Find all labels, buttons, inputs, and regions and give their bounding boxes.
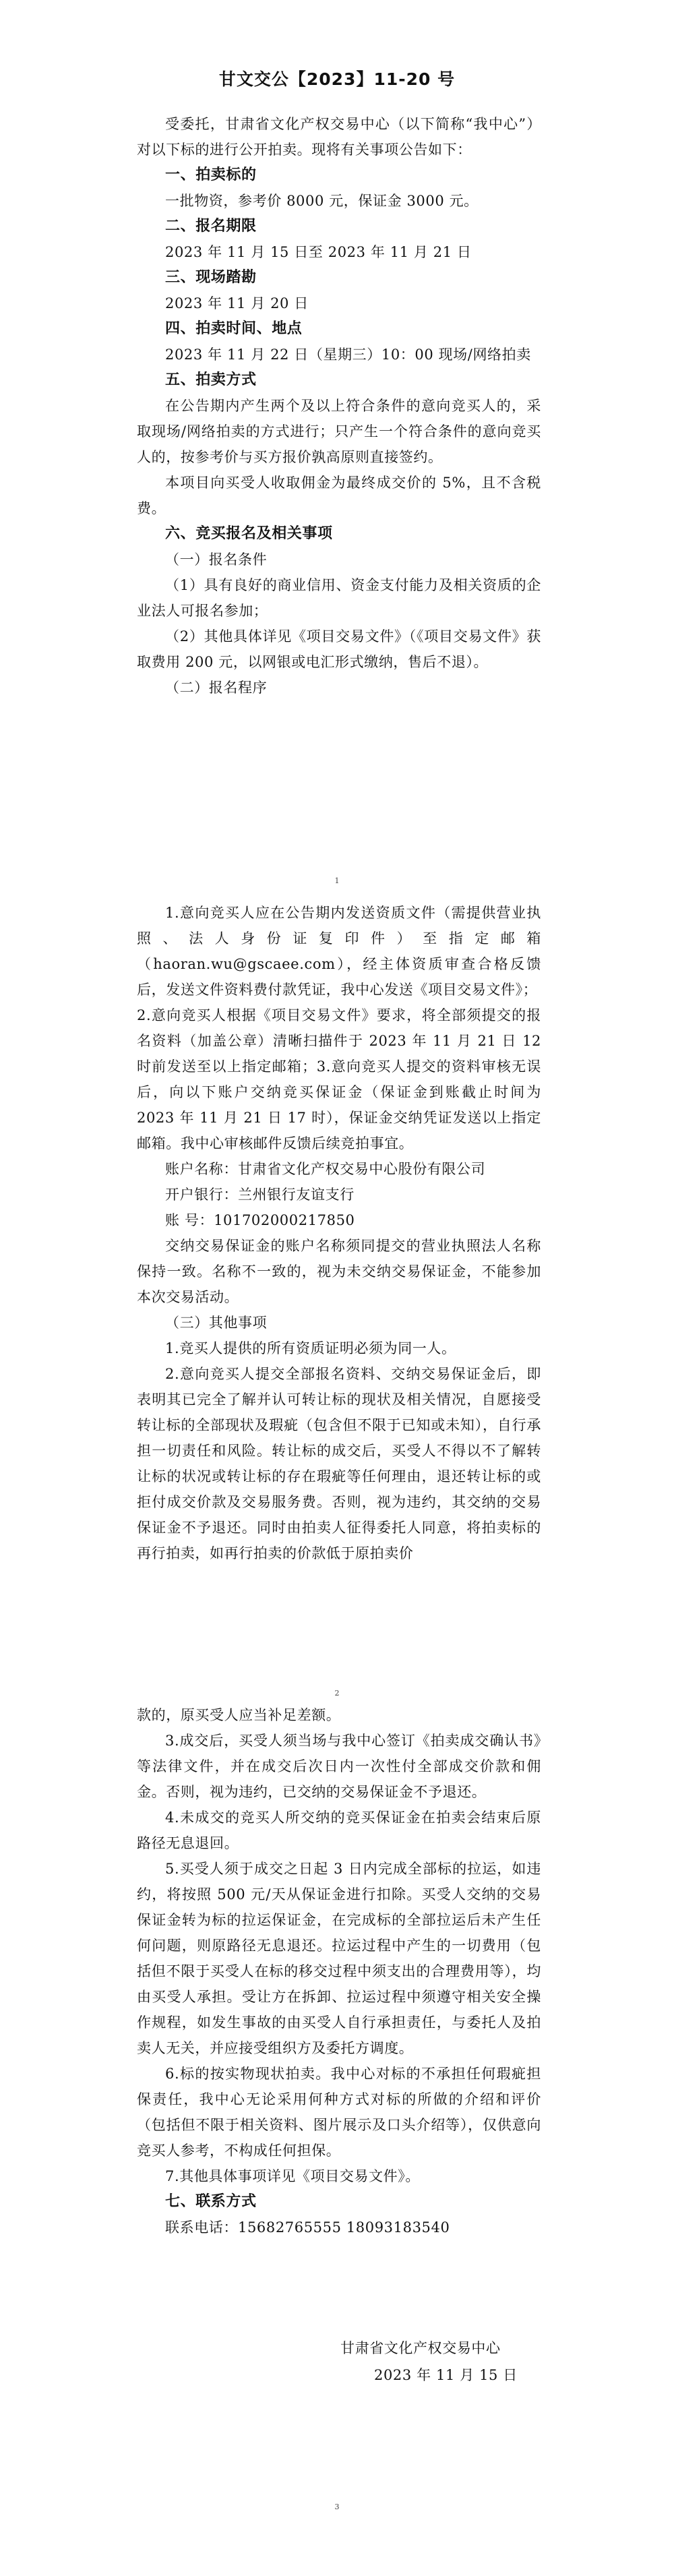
section-heading: 四、拍卖时间、地点 — [165, 320, 303, 337]
signature-organization: 甘肃省文化产权交易中心 — [340, 2340, 501, 2356]
paragraph: 联系电话：15682765555 18093183540 — [165, 2219, 450, 2236]
section-heading: 三、现场踏勘 — [165, 269, 257, 286]
paragraph: 2023 年 11 月 20 日 — [165, 295, 309, 311]
paragraph: （1）具有良好的商业信用、资金支付能力及相关资质的企业法人可报名参加； — [137, 577, 541, 619]
paragraph: 款的，原买受人应当补足差额。 — [137, 1707, 341, 1723]
paragraph: （2）其他具体详见《项目交易文件》（《项目交易文件》获取费用 200 元，以网银或电汇形式缴纳，售后不退）。 — [137, 628, 541, 670]
page-number: 2 — [334, 1689, 340, 1698]
paragraph: 本项目向买受人收取佣金为最终成交价的 5%，且不含税费。 — [137, 475, 541, 516]
document-title: 甘文交公【2023】11-20 号 — [218, 69, 456, 89]
paragraph: （二）报名程序 — [165, 680, 268, 696]
paragraph: 2023 年 11 月 15 日至 2023 年 11 月 21 日 — [165, 244, 472, 260]
paragraph: 2.意向竞买人提交全部报名资料、交纳交易保证金后，即表明其已完全了解并认可转让标的现状及相关情况，自愿接受转让标的全部现状及瑕疵（包含但不限于已知或未知），自行承担一切责任和风险。转让标的成交后，买受人不得以不了解转让标的状况或转让标的存在瑕疵等任何理由，退还转让标的或拒付成交价款及交易服务费。否则，视为违约，其交纳的交易保证金不予退还。同时由拍卖人征得委托人同意，将拍卖标的再行拍卖，如再行拍卖的价款低于原拍卖价 — [137, 1366, 541, 1561]
signature-date: 2023 年 11 月 15 日 — [374, 2367, 518, 2383]
paragraph: 2.意向竞买人根据《项目交易文件》要求，将全部须提交的报名资料（加盖公章）清晰扫描件于 2023 年 11 月 21 日 12 时前发送至以上指定邮箱；3.意向竞买人提交的资料审核无误后，向以下账户交纳竞买保证金（保证金到账截止时间为 2023 年 11 月 21 日 17 时），保证金交纳凭证发送以上指定邮箱。我中心审核邮件反馈后续竞拍事宜。 — [137, 1007, 541, 1151]
paragraph: 7.其他具体事项详见《项目交易文件》。 — [165, 2168, 420, 2184]
paragraph: 3.成交后，买受人须当场与我中心签订《拍卖成交确认书》等法律文件，并在成交后次日内一次性付全部成交价款和佣金。否则，视为违约，已交纳的交易保证金不予退还。 — [137, 1733, 541, 1800]
paragraph: （三）其他事项 — [165, 1315, 268, 1331]
paragraph: 1.竞买人提供的所有资质证明必须为同一人。 — [165, 1340, 456, 1356]
page-1-body — [137, 111, 541, 700]
paragraph: 5.买受人须于成交之日起 3 日内完成全部标的拉运，如违约，将按照 500 元/天从保证金进行扣除。买受人交纳的交易保证金转为标的拉运保证金，在完成标的全部拉运后未产生任何问题，则原路径无息退还。拉运过程中产生的一切费用（包括但不限于买受人在标的移交过程中须支出的合理费用等），均由买受人承担。受让方在拆卸、拉运过程中须遵守相关安全操作规程，如发生事故的由买受人自行承担责任，与委托人及拍卖人无关，并应接受组织方及委托方调度。 — [137, 1861, 541, 2056]
paragraph: 受委托，甘肃省文化产权交易中心（以下简称“我中心”）对以下标的进行公开拍卖。现将有关事项公告如下： — [137, 116, 541, 158]
paragraph: 4.未成交的竞买人所交纳的竞买保证金在拍卖会结束后原路径无息退回。 — [137, 1809, 541, 1851]
page-3-body — [137, 1702, 541, 2240]
paragraph: 账 号：101702000217850 — [165, 1212, 355, 1228]
section-heading: 五、拍卖方式 — [165, 371, 257, 388]
paragraph: 6.标的按实物现状拍卖。我中心对标的不承担任何瑕疵担保责任，我中心无论采用何种方式对标的所做的介绍和评价（包括但不限于相关资料、图片展示及口头介绍等），仅供意向竞买人参考，不构成任何担保。 — [137, 2066, 541, 2159]
section-heading: 六、竞买报名及相关事项 — [165, 525, 333, 542]
page-2-body — [137, 900, 541, 1566]
paragraph: （一）报名条件 — [165, 551, 268, 568]
page-number: 1 — [334, 876, 340, 885]
paragraph: 2023 年 11 月 22 日（星期三）10：00 现场/网络拍卖 — [165, 347, 531, 363]
paragraph: 在公告期内产生两个及以上符合条件的意向竞买人的，采取现场/网络拍卖的方式进行；只产生一个符合条件的意向竞买人的，按参考价与买方报价孰高原则直接签约。 — [137, 398, 541, 465]
paragraph: 账户名称：甘肃省文化产权交易中心股份有限公司 — [165, 1161, 486, 1177]
section-heading: 七、联系方式 — [165, 2193, 257, 2210]
paragraph: 交纳交易保证金的账户名称须同提交的营业执照法人名称保持一致。名称不一致的，视为未交纳交易保证金，不能参加本次交易活动。 — [137, 1238, 541, 1305]
section-heading: 一、拍卖标的 — [165, 167, 257, 183]
section-heading: 二、报名期限 — [165, 218, 257, 235]
paragraph: 开户银行：兰州银行友谊支行 — [165, 1187, 355, 1203]
paragraph: 1.意向竞买人应在公告期内发送资质文件（需提供营业执照、法人身份证复印件）至指定邮箱（haoran.wu@gscaee.com），经主体资质审查合格反馈后，发送文件资料费付款凭证，我中心发送《项目交易文件》； — [137, 905, 541, 998]
page-number: 3 — [334, 2503, 340, 2511]
paragraph: 一批物资，参考价 8000 元，保证金 3000 元。 — [165, 193, 479, 209]
